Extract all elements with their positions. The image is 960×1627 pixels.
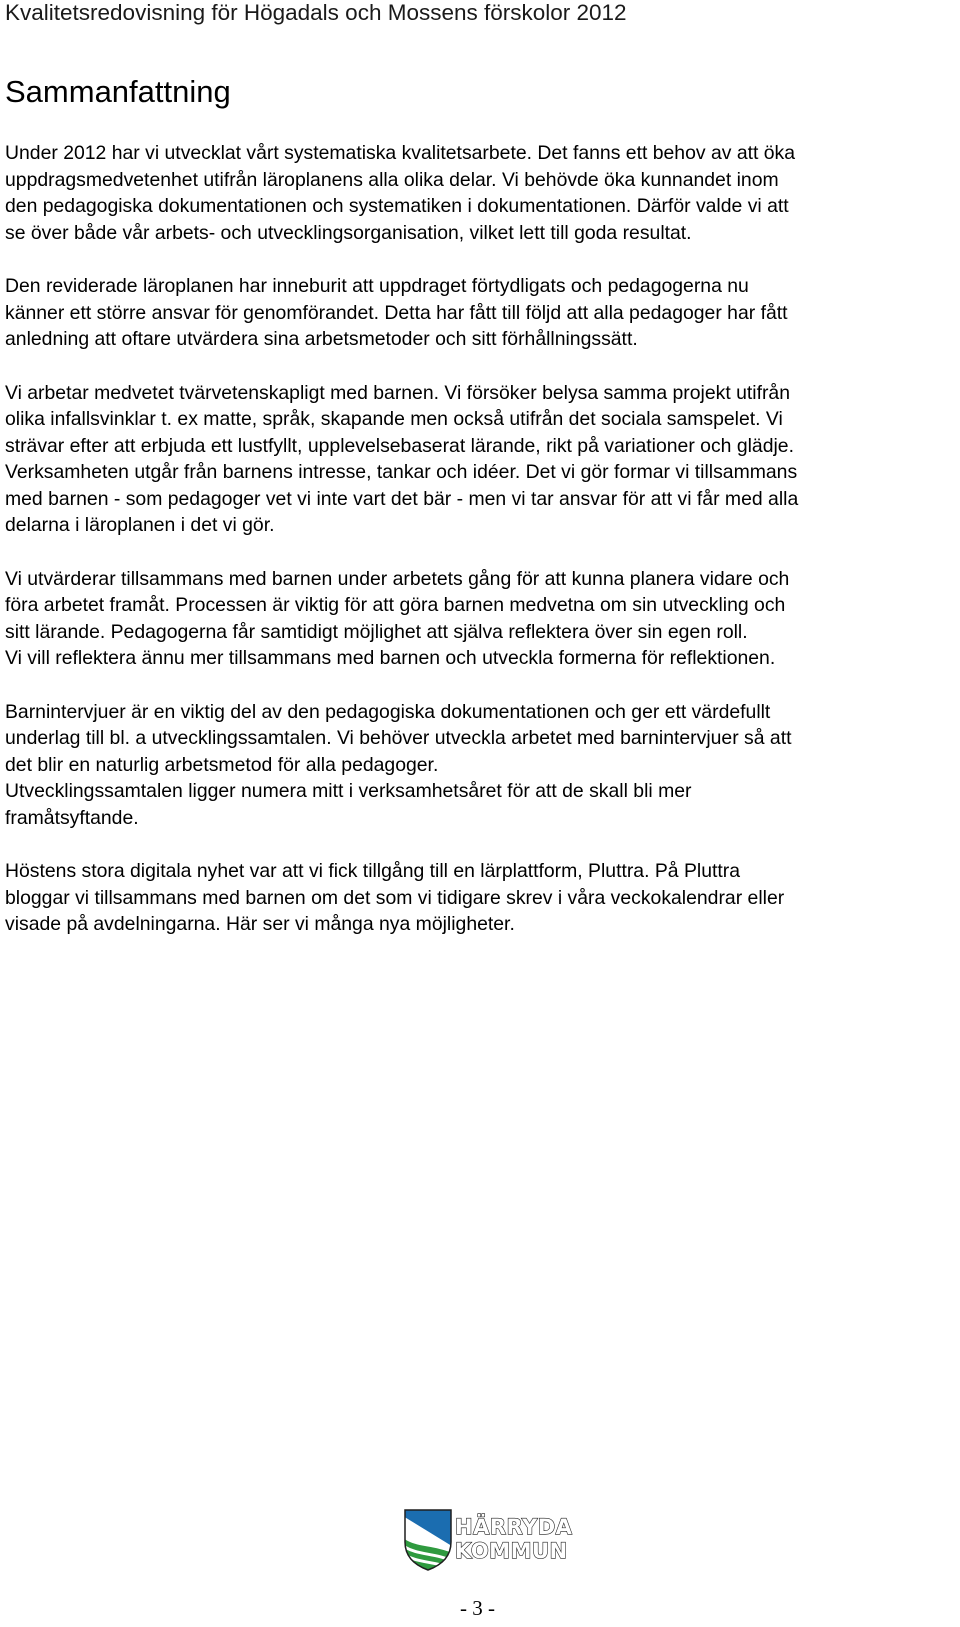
paragraph-3 bbox=[5, 380, 955, 539]
harryda-kommun-logo bbox=[403, 1508, 573, 1572]
text-line: Vi arbetar medvetet tvärvetenskapligt med barnen. Vi försöker belysa samma projekt utifrån bbox=[5, 381, 790, 404]
text-line: olika infallsvinklar t. ex matte, språk, skapande men också utifrån det sociala samspelet. Vi bbox=[5, 408, 783, 430]
text-line: anledning att oftare utvärdera sina arbetsmetoder och sitt förhållningssätt. bbox=[5, 328, 638, 350]
text-line: Vi vill reflektera ännu mer tillsammans med barnen och utveckla formerna för reflektionen. bbox=[5, 647, 776, 669]
text-line: med barnen - som pedagoger vet vi inte vart det bär - men vi tar ansvar för att vi får med alla bbox=[5, 487, 799, 510]
text-line: Verksamheten utgår från barnens intresse, tankar och idéer. Det vi gör formar vi tillsammans bbox=[5, 461, 798, 483]
text-line: delarna i läroplanen i det vi gör. bbox=[5, 514, 275, 536]
paragraph-1 bbox=[5, 140, 955, 246]
paragraph-4 bbox=[5, 566, 955, 672]
section-heading: Sammanfattning bbox=[5, 74, 231, 109]
text-line: se över både vår arbets- och utvecklingsorganisation, vilket lett till goda resultat. bbox=[5, 221, 692, 244]
text-line: underlag till bl. a utvecklingssamtalen. Vi behöver utveckla arbetet med barnintervjuer så att bbox=[5, 727, 792, 749]
text-line: sitt lärande. Pedagogerna får samtidigt möjlighet att själva reflektera över sin egen roll. bbox=[5, 620, 748, 643]
text-line: Höstens stora digitala nyhet var att vi fick tillgång till en lärplattform, Pluttra. På Pluttra bbox=[5, 860, 741, 882]
text-line: föra arbetet framåt. Processen är viktig för att göra barnen medvetna om sin utveckling och bbox=[5, 594, 786, 616]
text-line: Den reviderade läroplanen har inneburit att uppdraget förtydligats och pedagogerna nu bbox=[5, 275, 749, 297]
text-line: visade på avdelningarna. Här ser vi många nya möjligheter. bbox=[5, 913, 515, 935]
text-line: det blir en naturlig arbetsmetod för alla pedagoger. bbox=[5, 753, 439, 776]
text-line: Under 2012 har vi utvecklat vårt systematiska kvalitetsarbete. Det fanns ett behov av att öka bbox=[5, 142, 796, 164]
text-line: uppdragsmedvetenhet utifrån läroplanens alla olika delar. Vi behövde öka kunnandet inom bbox=[5, 168, 779, 191]
paragraph-2 bbox=[5, 273, 955, 353]
text-line: känner ett större ansvar för genomförandet. Detta har fått till följd att alla pedagoger har fått bbox=[5, 301, 788, 324]
text-line: Vi utvärderar tillsammans med barnen under arbetets gång för att kunna planera vidare och bbox=[5, 567, 790, 590]
page-number: - 3 - bbox=[460, 1596, 495, 1620]
logo-text-line2: KOMMUN bbox=[455, 1539, 568, 1563]
text-line: Utvecklingssamtalen ligger numera mitt i verksamhetsåret för att de skall bli mer bbox=[5, 780, 692, 802]
text-line: Barnintervjuer är en viktig del av den pedagogiska dokumentationen och ger ett värdefullt bbox=[5, 700, 771, 723]
text-line: bloggar vi tillsammans med barnen om det som vi tidigare skrev i våra veckokalendrar eller bbox=[5, 886, 785, 909]
summary-body bbox=[5, 140, 955, 965]
document-header: Kvalitetsredovisning för Högadals och Mossens förskolor 2012 bbox=[5, 0, 627, 25]
text-line: den pedagogiska dokumentationen och systematiken i dokumentationen. Därför valde vi att bbox=[5, 195, 789, 217]
shield-icon bbox=[403, 1508, 455, 1572]
logo-text-line1: HÄRRYDA bbox=[455, 1515, 573, 1539]
paragraph-5 bbox=[5, 699, 955, 832]
text-line: framåtsyftande. bbox=[5, 806, 139, 829]
text-line: strävar efter att erbjuda ett lustfyllt, upplevelsebaserat lärande, rikt på variationer och glädje. bbox=[5, 434, 794, 457]
paragraph-6 bbox=[5, 858, 955, 938]
